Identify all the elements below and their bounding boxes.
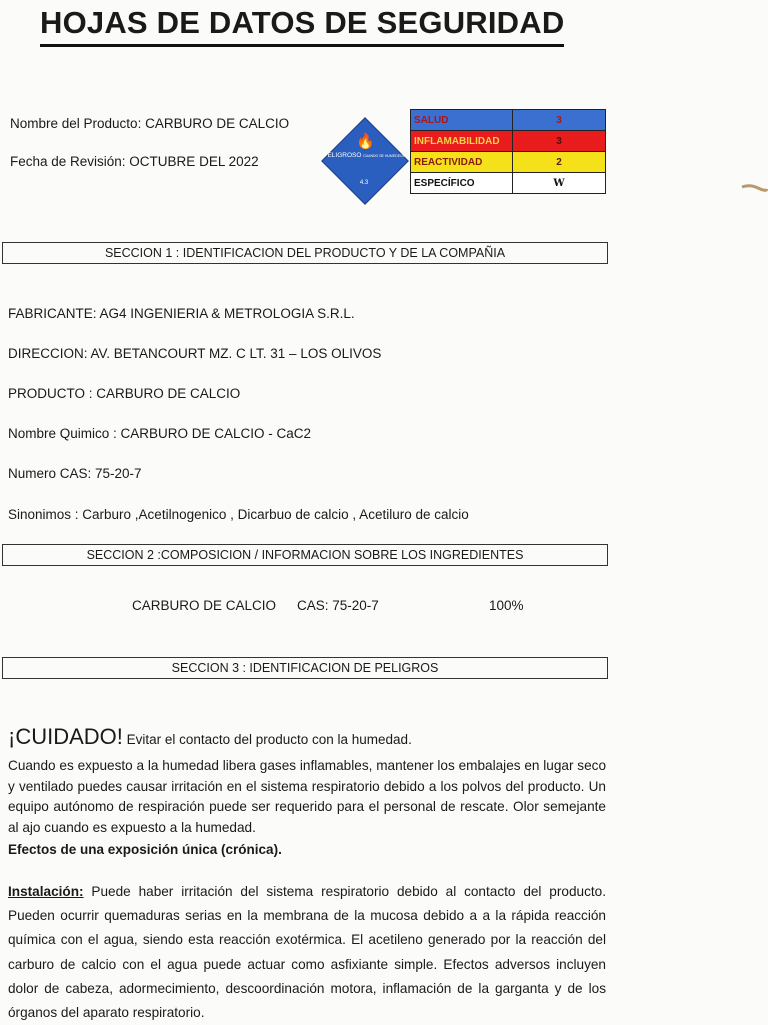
- section1-heading: SECCION 1 : IDENTIFICACION DEL PRODUCTO Y DE LA COMPAÑIA: [2, 242, 608, 264]
- nfpa-label: ESPECÍFICO: [411, 173, 513, 194]
- nfpa-value: 2: [513, 152, 606, 173]
- diamond-label: PELIGROSO CUANDO SE HUMEDECE: [323, 152, 405, 159]
- ingredient-cas: CAS: 75-20-7: [297, 598, 379, 613]
- nfpa-label: REACTIVIDAD: [411, 152, 513, 173]
- flame-icon: 🔥: [356, 133, 375, 150]
- hazard-paragraph: Cuando es expuesto a la humedad libera gases inflamables, mantener los embalajes en lugar seco y ventilado puedes causar irritación en el sistema respiratorio debido a los polvos del producto. Un equipo autónomo de respiración puede ser requerido para el personal de rescate. Olor semejante al ajo cuando es expuesto a la humedad.: [8, 758, 606, 835]
- producto: PRODUCTO : CARBURO DE CALCIO: [8, 386, 241, 401]
- ingredient-percent: 100%: [489, 598, 524, 613]
- effects-heading: Efectos de una exposición única (crónica).: [8, 842, 282, 857]
- nfpa-label: SALUD: [411, 110, 513, 131]
- numero-cas: Numero CAS: 75-20-7: [8, 466, 142, 481]
- cuidado-line: [8, 724, 412, 750]
- direccion: DIRECCION: AV. BETANCOURT MZ. C LT. 31 – LOS OLIVOS: [8, 346, 382, 361]
- instalacion-text: Puede haber irritación del sistema respiratorio debido al contacto del producto. Pueden ocurrir quemaduras serias en la membrana de la mucosa debido a a la rápida reacción química con el agua, siendo esta reacción exotérmica. El acetileno generado por la reacción del carburo de calcio con el agua puede actuar como asfixiante simple. Efectos adversos incluyen dolor de cabeza, adormecimiento, descoordinación motora, inflamación de la garganta y de los órganos del aparato respiratorio.: [8, 884, 606, 1021]
- revision-date: Fecha de Revisión: OCTUBRE DEL 2022: [10, 154, 259, 169]
- nfpa-row-reactividad: [411, 152, 606, 173]
- smudge-mark: [740, 182, 768, 192]
- instalacion-paragraph: [8, 880, 606, 1025]
- nfpa-row-inflamabilidad: [411, 131, 606, 152]
- fabricante: FABRICANTE: AG4 INGENIERIA & METROLOGIA S.R.L.: [8, 306, 355, 321]
- ingredient-name: CARBURO DE CALCIO: [132, 598, 277, 613]
- cuidado-text: Evitar el contacto del producto con la humedad.: [122, 732, 412, 747]
- nfpa-value: 3: [513, 131, 606, 152]
- nfpa-value: W: [513, 173, 606, 194]
- nfpa-row-especifico: [411, 173, 606, 194]
- section3-heading: SECCION 3 : IDENTIFICACION DE PELIGROS: [2, 657, 608, 679]
- nfpa-label: INFLAMABILIDAD: [411, 131, 513, 152]
- nombre-quimico: Nombre Quimico : CARBURO DE CALCIO - CaC2: [8, 426, 312, 441]
- product-name: Nombre del Producto: CARBURO DE CALCIO: [10, 116, 290, 131]
- instalacion-label: Instalación:: [8, 884, 84, 899]
- hazard-diamond: [322, 118, 406, 202]
- nfpa-value: 3: [513, 110, 606, 131]
- nfpa-table: [410, 109, 606, 194]
- section2-heading: SECCION 2 :COMPOSICION / INFORMACION SOBRE LOS INGREDIENTES: [2, 544, 608, 566]
- document-title: HOJAS DE DATOS DE SEGURIDAD: [40, 4, 564, 47]
- nfpa-row-salud: [411, 110, 606, 131]
- diamond-number: 4.3: [359, 180, 369, 186]
- cuidado-label: ¡CUIDADO!: [8, 724, 123, 749]
- sinonimos: Sinonimos : Carburo ,Acetilnogenico , Dicarbuo de calcio , Acetiluro de calcio: [8, 507, 469, 522]
